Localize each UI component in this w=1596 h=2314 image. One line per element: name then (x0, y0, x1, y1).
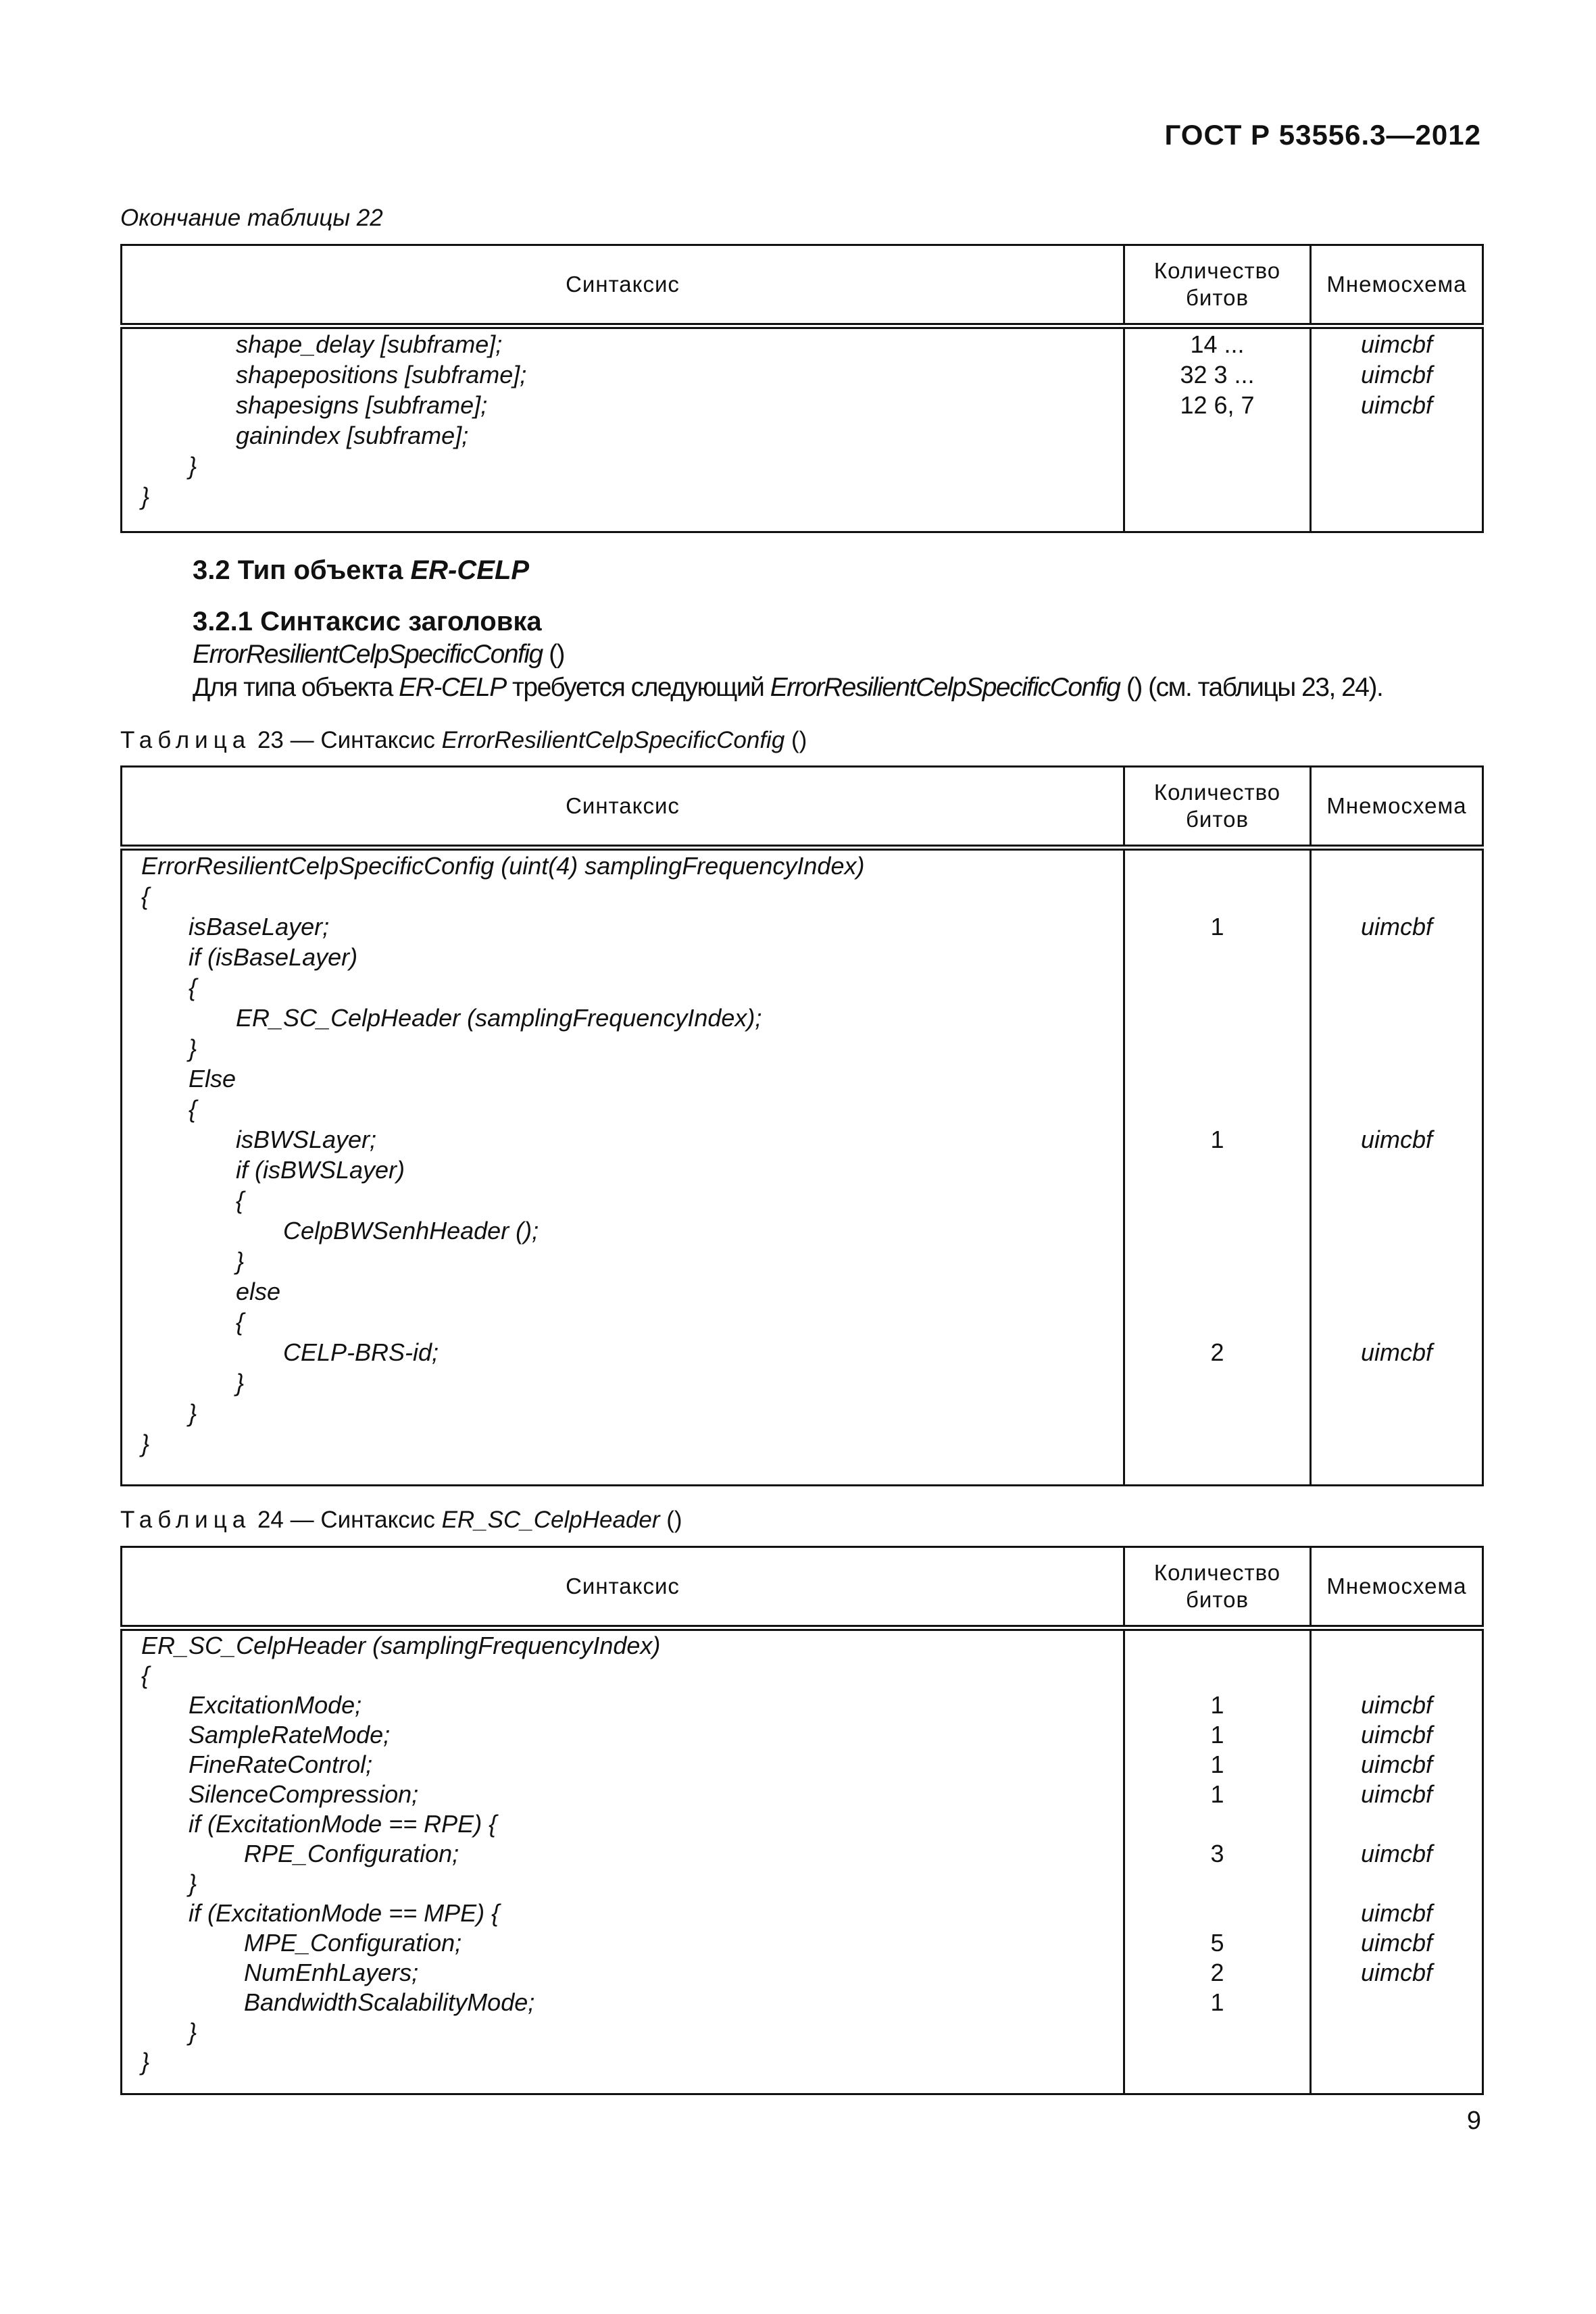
mnemonic-value (1312, 2017, 1482, 2047)
mnemonic-value (1312, 1367, 1482, 1398)
mnemonic-value: uimcbf (1360, 1840, 1433, 1867)
section-3-2-number: 3.2 Тип объекта (193, 555, 411, 585)
bits-value: 14 ... (1190, 330, 1245, 358)
bits-value: 1 (1210, 1751, 1224, 1778)
bits-value (1125, 2047, 1310, 2077)
table23-caption (120, 727, 807, 754)
syntax-line: SilenceCompression; (189, 1780, 419, 1808)
bits-value: 12 6, 7 (1180, 391, 1255, 419)
bits-value (1125, 1215, 1310, 1246)
mnemonic-value (1312, 1809, 1482, 1839)
syntax-cell (122, 1628, 1124, 2094)
mnemonic-value (1312, 1428, 1482, 1459)
column-header-mnemonic: Мнемосхема (1311, 245, 1483, 326)
syntax-line: else (236, 1278, 281, 1305)
mnemonic-value: uimcbf (1360, 1126, 1433, 1153)
mnemonic-value (1312, 420, 1482, 451)
bits-value (1125, 1898, 1310, 1928)
bits-value: 1 (1210, 1691, 1224, 1719)
syntax-line: { (141, 882, 150, 910)
table24-caption-word: Таблица (120, 1507, 251, 1533)
mnemonic-value (1312, 1988, 1482, 2017)
mnemonic-value: uimcbf (1360, 1691, 1433, 1719)
bits-cell (1124, 848, 1311, 1486)
bits-value (1125, 1809, 1310, 1839)
syntax-line: { (141, 1661, 150, 1689)
mnemonic-value: uimcbf (1360, 913, 1433, 940)
mnemonic-cell (1311, 1628, 1483, 2094)
mnemonic-value: uimcbf (1360, 1721, 1433, 1749)
bits-value (1125, 420, 1310, 451)
syntax-line: MPE_Configuration; (244, 1929, 462, 1957)
page-number: 9 (1466, 2107, 1481, 2135)
function-name-line (193, 640, 564, 670)
syntax-line: } (189, 452, 197, 480)
bits-value: 2 (1210, 1959, 1224, 1986)
bits-value: 1 (1210, 1721, 1224, 1749)
bits-value: 1 (1210, 1988, 1224, 2016)
bits-value (1125, 1428, 1310, 1459)
column-header-syntax: Синтаксис (122, 245, 1124, 326)
function-name: ErrorResilientCelpSpecificConfig (193, 640, 543, 669)
table24-caption-func: ER_SC_CelpHeader (441, 1507, 660, 1533)
table24-caption-rest: 24 — Синтаксис (251, 1507, 442, 1533)
bits-value: 32 3 ... (1180, 361, 1255, 388)
column-header-bits (1124, 245, 1311, 326)
bits-value (1125, 1398, 1310, 1428)
column-header-bits-label: Количество битов (1153, 1560, 1281, 1612)
table23-caption-rest: 23 — Синтаксис (251, 727, 442, 753)
mnemonic-value (1312, 851, 1482, 881)
bits-value (1125, 851, 1310, 881)
bits-value (1125, 451, 1310, 481)
syntax-line: } (236, 1247, 245, 1275)
syntax-line: RPE_Configuration; (244, 1840, 459, 1867)
syntax-line: } (141, 2048, 150, 2076)
bits-value (1125, 1155, 1310, 1185)
table23-caption-end: () (784, 727, 807, 753)
bits-value (1125, 1661, 1310, 1690)
table22-continuation (120, 244, 1484, 533)
mnemonic-value (1312, 881, 1482, 911)
mnemonic-value (1312, 1155, 1482, 1185)
mnemonic-value (1312, 1246, 1482, 1276)
bits-value: 1 (1210, 1126, 1224, 1153)
mnemonic-cell (1311, 326, 1483, 532)
syntax-line: } (236, 1369, 245, 1397)
syntax-line: SampleRateMode; (189, 1721, 391, 1749)
bits-value (1125, 942, 1310, 972)
mnemonic-value (1312, 1869, 1482, 1898)
bits-value (1125, 1185, 1310, 1215)
mnemonic-value: uimcbf (1360, 361, 1433, 388)
syntax-line: } (141, 1430, 150, 1457)
column-header-mnemonic: Мнемосхема (1311, 767, 1483, 848)
syntax-line: isBaseLayer; (189, 913, 330, 940)
mnemonic-value (1312, 942, 1482, 972)
mnemonic-value (1312, 1631, 1482, 1661)
table24 (120, 1546, 1484, 2095)
bits-value (1125, 1631, 1310, 1661)
bits-value (1125, 1003, 1310, 1033)
bits-value: 1 (1210, 913, 1224, 940)
bits-value (1125, 1033, 1310, 1063)
mnemonic-value (1312, 1185, 1482, 1215)
table24-caption (120, 1507, 682, 1534)
mnemonic-value (1312, 451, 1482, 481)
bits-value (1125, 972, 1310, 1003)
document-header: ГОСТ Р 53556.3—2012 (1164, 119, 1481, 151)
bits-value (1125, 1307, 1310, 1337)
bits-value (1125, 1094, 1310, 1124)
syntax-line: ErrorResilientCelpSpecificConfig (uint(4) samplingFrequencyIndex) (141, 852, 865, 880)
table24-caption-end: () (659, 1507, 682, 1533)
bits-value (1125, 1276, 1310, 1307)
function-parens: () (542, 640, 565, 669)
syntax-line: } (189, 1399, 197, 1427)
column-header-bits (1124, 1547, 1311, 1628)
mnemonic-value (1312, 972, 1482, 1003)
section-3-2-heading (193, 555, 529, 586)
syntax-line: { (189, 974, 197, 1001)
bits-value: 2 (1210, 1338, 1224, 1366)
syntax-line: { (236, 1308, 245, 1336)
syntax-line: CELP-BRS-id; (283, 1338, 439, 1366)
syntax-line: } (189, 1869, 197, 1897)
bits-value (1125, 1246, 1310, 1276)
mnemonic-value (1312, 1307, 1482, 1337)
mnemonic-value (1312, 1398, 1482, 1428)
syntax-line: gainindex [subframe]; (236, 422, 469, 449)
mnemonic-value: uimcbf (1360, 1929, 1433, 1957)
table22-continuation-caption (120, 205, 383, 232)
mnemonic-cell (1311, 848, 1483, 1486)
section-paragraph (193, 673, 1382, 703)
syntax-line: isBWSLayer; (236, 1126, 377, 1153)
column-header-mnemonic: Мнемосхема (1311, 1547, 1483, 1628)
table22-caption-text: Окончание таблицы 22 (120, 205, 383, 231)
section-3-2-object: ER-CELP (410, 555, 530, 585)
bits-value (1125, 1869, 1310, 1898)
mnemonic-value: uimcbf (1360, 330, 1433, 358)
bits-cell (1124, 326, 1311, 532)
mnemonic-value (1312, 1003, 1482, 1033)
mnemonic-value: uimcbf (1360, 1780, 1433, 1808)
syntax-line: NumEnhLayers; (244, 1959, 419, 1986)
syntax-line: ExcitationMode; (189, 1691, 362, 1719)
mnemonic-value (1312, 1661, 1482, 1690)
syntax-line: { (189, 1095, 197, 1123)
mnemonic-value (1312, 1215, 1482, 1246)
bits-value (1125, 481, 1310, 511)
syntax-line: ER_SC_CelpHeader (samplingFrequencyIndex); (236, 1004, 762, 1032)
syntax-line: shapepositions [subframe]; (236, 361, 527, 388)
column-header-syntax: Синтаксис (122, 1547, 1124, 1628)
syntax-line: BandwidthScalabilityMode; (244, 1988, 535, 2016)
syntax-line: if (isBaseLayer) (189, 943, 358, 971)
table23 (120, 765, 1484, 1486)
mnemonic-value: uimcbf (1360, 1899, 1433, 1927)
bits-value (1125, 2017, 1310, 2047)
mnemonic-value: uimcbf (1360, 1751, 1433, 1778)
column-header-bits-label: Количество битов (1153, 780, 1281, 832)
syntax-line: shape_delay [subframe]; (236, 330, 503, 358)
mnemonic-value: uimcbf (1360, 391, 1433, 419)
mnemonic-value (1312, 1276, 1482, 1307)
bits-cell (1124, 1628, 1311, 2094)
syntax-line: } (189, 2018, 197, 2046)
syntax-line: Else (189, 1065, 236, 1092)
syntax-cell (122, 848, 1124, 1486)
table23-caption-word: Таблица (120, 727, 251, 753)
paragraph-function-name: ErrorResilientCelpSpecificConfig (770, 673, 1120, 702)
syntax-line: if (ExcitationMode == MPE) { (189, 1899, 500, 1927)
syntax-line: shapesigns [subframe]; (236, 391, 488, 419)
table23-caption-func: ErrorResilientCelpSpecificConfig (441, 727, 785, 753)
mnemonic-value (1312, 1033, 1482, 1063)
mnemonic-value: uimcbf (1360, 1338, 1433, 1366)
syntax-line: FineRateControl; (189, 1751, 373, 1778)
mnemonic-value (1312, 481, 1482, 511)
syntax-line: } (141, 482, 150, 510)
syntax-line: { (236, 1186, 245, 1214)
bits-value: 3 (1210, 1840, 1224, 1867)
mnemonic-value (1312, 1094, 1482, 1124)
syntax-line: if (ExcitationMode == RPE) { (189, 1810, 497, 1838)
bits-value (1125, 1063, 1310, 1094)
syntax-line: if (isBWSLayer) (236, 1156, 405, 1184)
syntax-line: CelpBWSenhHeader (); (283, 1217, 539, 1244)
bits-value: 5 (1210, 1929, 1224, 1957)
syntax-cell (122, 326, 1124, 532)
section-3-2-1-heading: 3.2.1 Синтаксис заголовка (193, 607, 542, 636)
syntax-line: } (189, 1034, 197, 1062)
mnemonic-value (1312, 2047, 1482, 2077)
paragraph-part-3: () (см. таблицы 23, 24). (1120, 673, 1383, 702)
column-header-bits-label: Количество битов (1153, 258, 1281, 310)
paragraph-part-2: требуется следующий (505, 673, 770, 702)
bits-value: 1 (1210, 1780, 1224, 1808)
paragraph-part-1: Для типа объекта (193, 673, 399, 702)
mnemonic-value: uimcbf (1360, 1959, 1433, 1986)
column-header-bits (1124, 767, 1311, 848)
bits-value (1125, 1367, 1310, 1398)
bits-value (1125, 881, 1310, 911)
paragraph-object-name: ER-CELP (399, 673, 506, 702)
column-header-syntax: Синтаксис (122, 767, 1124, 848)
syntax-line: ER_SC_CelpHeader (samplingFrequencyIndex) (141, 1632, 661, 1659)
mnemonic-value (1312, 1063, 1482, 1094)
